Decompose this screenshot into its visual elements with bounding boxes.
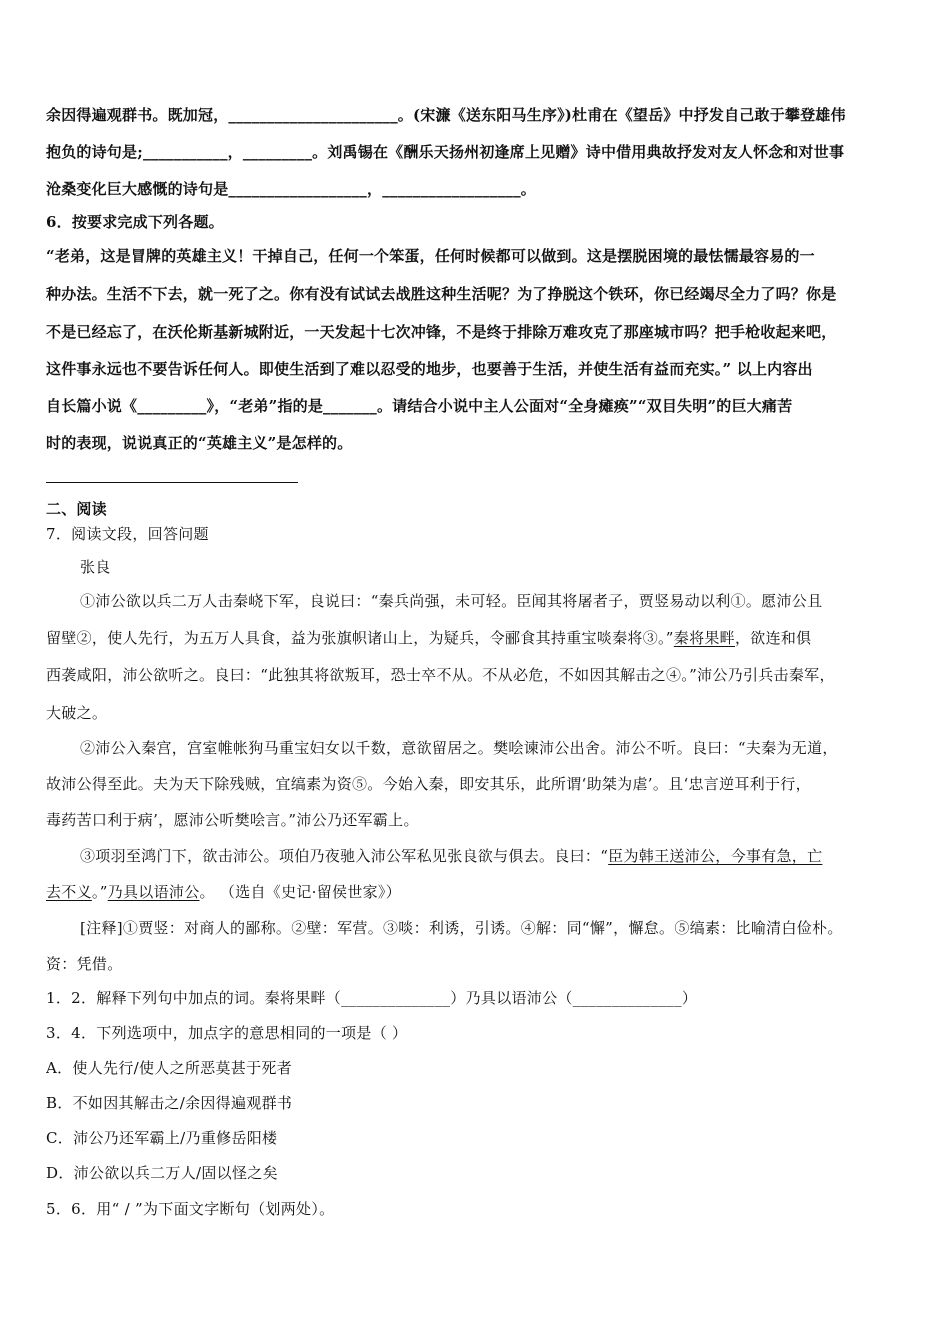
annotation-line-1: [注释]①贾竖：对商人的鄙称。②壁：军营。③啖：利诱，引诱。④解：同“懈”，懈怠。⑤缟素：比喻清白俭朴。 [80, 919, 843, 937]
annotation-line-2: 资：凭借。 [46, 955, 123, 973]
passage-p2-line-1: ②沛公入秦宫，宫室帷帐狗马重宝妇女以千数，意欲留居之。樊哙谏沛公出舍。沛公不听。良曰：“夫秦为无道， [80, 739, 838, 757]
q6-passage-line-4: 这件事永远也不要告诉任何人。即使生活到了难以忍受的地步，也要善于生活，并使生活有益而充实。” 以上内容出 [46, 360, 813, 378]
text-segment: ，欲连和俱 [734, 629, 812, 647]
q5-line-3: 沧桑变化巨大感慨的诗句是__________________，__________________。 [46, 180, 537, 198]
option-c: C．沛公乃还军霸上/乃重修岳阳楼 [46, 1129, 278, 1147]
text-segment: ③项羽至鸿门下，欲击沛公。项伯乃夜驰入沛公军私见张良欲与俱去。良曰：“ [80, 847, 609, 865]
option-d: D．沛公欲以兵二万人/固以怪之矣 [46, 1164, 278, 1182]
q6-answer-line [46, 482, 298, 483]
text-segment: 。” [91, 883, 108, 901]
q6-heading: 6．按要求完成下列各题。 [46, 213, 224, 231]
sub-question-3-4: 3．4．下列选项中，加点字的意思相同的一项是（ ） [46, 1024, 408, 1042]
underlined-phrase: 乃具以语沛公 [107, 883, 200, 901]
underlined-phrase: 秦将果畔 [673, 629, 735, 647]
q6-passage-line-5: 自长篇小说《_________》，“老弟”指的是_______。请结合小说中主人公面对“全身瘫痪”“双目失明”的巨大痛苦 [46, 397, 793, 415]
q6-passage-line-3: 不是已经忘了，在沃伦斯基新城附近，一天发起十七次冲锋，不是终于排除万难攻克了那座城市吗？把手枪收起来吧， [46, 323, 837, 341]
option-b: B．不如因其解击之/余因得遍观群书 [46, 1094, 293, 1112]
passage-p1-line-1: ①沛公欲以兵二万人击秦峣下军，良说曰：“秦兵尚强，未可轻。臣闻其将屠者子，贾竖易动以利①。愿沛公且 [80, 592, 823, 610]
underlined-phrase: 去不义 [46, 883, 92, 901]
passage-p3-line-2 [46, 881, 910, 902]
q5-line-2: 抱负的诗句是;___________，_________。刘禹锡在《酬乐天扬州初逢席上见赠》诗中借用典故抒发对友人怀念和对世事 [46, 143, 845, 161]
text-segment: 留壁②，使人先行，为五万人具食，益为张旗帜诸山上，为疑兵，令郦食其持重宝啖秦将③。” [46, 629, 674, 647]
passage-p2-line-2: 故沛公得至此。夫为天下除残贼，宜缟素为资⑤。今始入秦，即安其乐，此所谓‘助桀为虐’。且‘忠言逆耳利于行， [46, 775, 811, 793]
q5-line-1: 余因得遍观群书。既加冠，______________________。(宋濂《送东阳马生序》)杜甫在《望岳》中抒发自己敢于攀登雄伟 [46, 106, 846, 124]
passage-p2-line-3: 毒药苦口利于病’，愿沛公听樊哙言。”沛公乃还军霸上。 [46, 811, 419, 829]
q6-passage-line-2: 种办法。生活不下去，就一死了之。你有没有试试去战胜这种生活呢？为了挣脱这个铁环，你已经竭尽全力了吗？你是 [46, 285, 837, 303]
underlined-phrase: 臣为韩王送沛公，今事有急，亡 [608, 847, 823, 865]
option-a: A．使人先行/使人之所恶莫甚于死者 [46, 1059, 292, 1077]
passage-p3-line-1 [80, 845, 910, 866]
passage-p1-line-4: 大破之。 [46, 704, 108, 722]
passage-title: 张良 [80, 558, 111, 576]
sub-question-1-2: 1．2．解释下列句中加点的词。秦将果畔（______________）乃具以语沛公（______________） [46, 989, 698, 1007]
passage-p1-line-2 [46, 627, 910, 648]
source-note: 。 （选自《史记·留侯世家》） [199, 883, 402, 901]
sub-question-5-6: 5．6．用“ / ”为下面文字断句（划两处）。 [46, 1200, 335, 1218]
section-heading-reading: 二、阅读 [46, 500, 107, 518]
q6-passage-line-6: 时的表现，说说真正的“英雄主义”是怎样的。 [46, 434, 353, 452]
q6-passage-line-1: “老弟，这是冒牌的英雄主义！干掉自己，任何一个笨蛋，任何时候都可以做到。这是摆脱困境的最怯懦最容易的一 [46, 247, 815, 265]
passage-p1-line-3: 西袭咸阳，沛公欲听之。良曰：“此独其将欲叛耳，恐士卒不从。不从必危，不如因其解击之④。”沛公乃引兵击秦军， [46, 666, 835, 684]
q7-heading: 7．阅读文段，回答问题 [46, 525, 209, 543]
